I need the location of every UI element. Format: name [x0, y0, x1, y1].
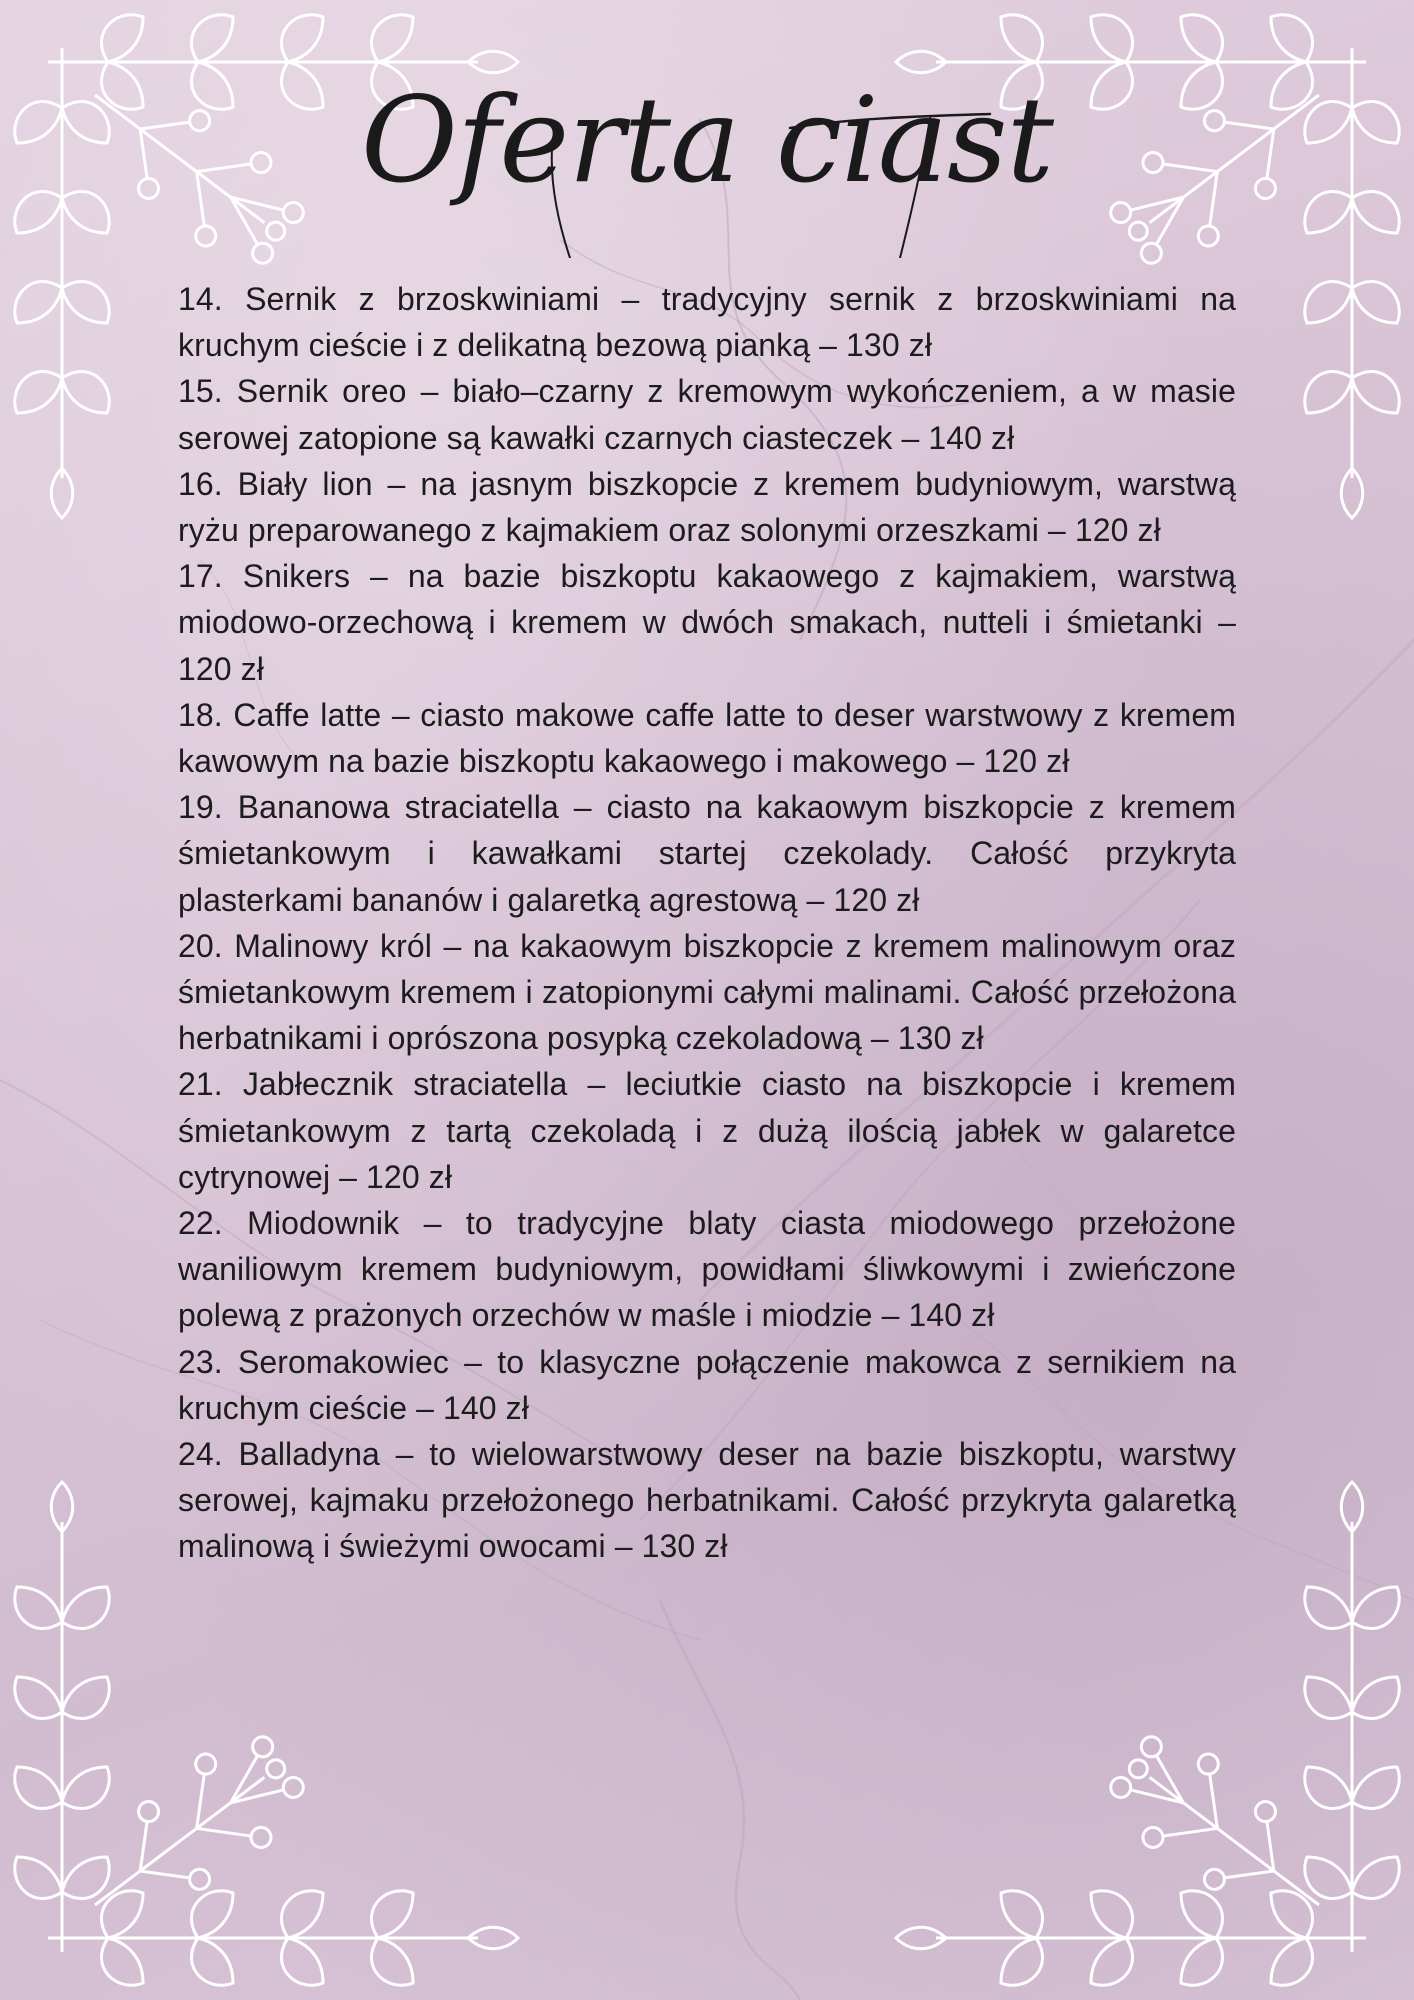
list-item: 19. Bananowa straciatella – ciasto na kakaowym biszkopcie z kremem śmietankowym i kawałkami startej czekolady. Całość przykryta plasterkami bananów i galaretką agrestową – 120 zł — [178, 789, 1236, 918]
list-item: 16. Biały lion – na jasnym biszkopcie z kremem budyniowym, warstwą ryżu preparowanego z kajmakiem oraz solonymi orzeszkami – 120 zł — [178, 465, 1236, 549]
list-item: 20. Malinowy król – na kakaowym biszkopcie z kremem malinowym oraz śmietankowym kremem i zatopionymi całymi malinami. Całość przełożona herbatnikami i oprószona posypką czekoladową – 130 zł — [178, 927, 1236, 1057]
list-item: 23. Seromakowiec – to klasyczne połączenie makowca z sernikiem na kruchym cieście – 140 zł — [178, 1343, 1236, 1426]
list-item: 15. Sernik oreo – biało–czarny z kremowym wykończeniem, a w masie serowej zatopione są kawałki czarnych ciasteczek – 140 zł — [178, 373, 1236, 456]
list-item: 17. Snikers – na bazie biszkoptu kakaowego z kajmakiem, warstwą miodowo-orzechową i kremem w dwóch smakach, nutteli i śmietanki – 120 zł — [178, 558, 1236, 687]
page-title: Oferta ciast — [360, 71, 1054, 209]
list-item: 21. Jabłecznik straciatella – leciutkie ciasto na biszkopcie i kremem śmietankowym z tartą czekoladą i z dużą ilością jabłek w galaretce cytrynowej – 120 zł — [178, 1066, 1236, 1195]
list-item: 18. Caffe latte – ciasto makowe caffe latte to deser warstwowy z kremem kawowym na bazie biszkoptu kakaowego i makowego – 120 zł — [178, 696, 1236, 780]
cake-menu-list — [178, 276, 1236, 1570]
list-item: 22. Miodownik – to tradycyjne blaty ciasta miodowego przełożone waniliowym kremem budyniowym, powidłami śliwkowymi i zwieńczone polewą z prażonych orzechów w maśle i miodzie – 140 zł — [178, 1205, 1236, 1334]
list-item: 24. Balladyna – to wielowarstwowy deser na bazie biszkoptu, warstwy serowej, kajmaku przełożonego herbatnikami. Całość przykryta galaretką malinową i świeżymi owocami – 130 zł — [178, 1436, 1236, 1565]
list-item: 14. Sernik z brzoskwiniami – tradycyjny sernik z brzoskwiniami na kruchym cieście i z delikatną bezową pianką – 130 zł — [178, 281, 1236, 364]
